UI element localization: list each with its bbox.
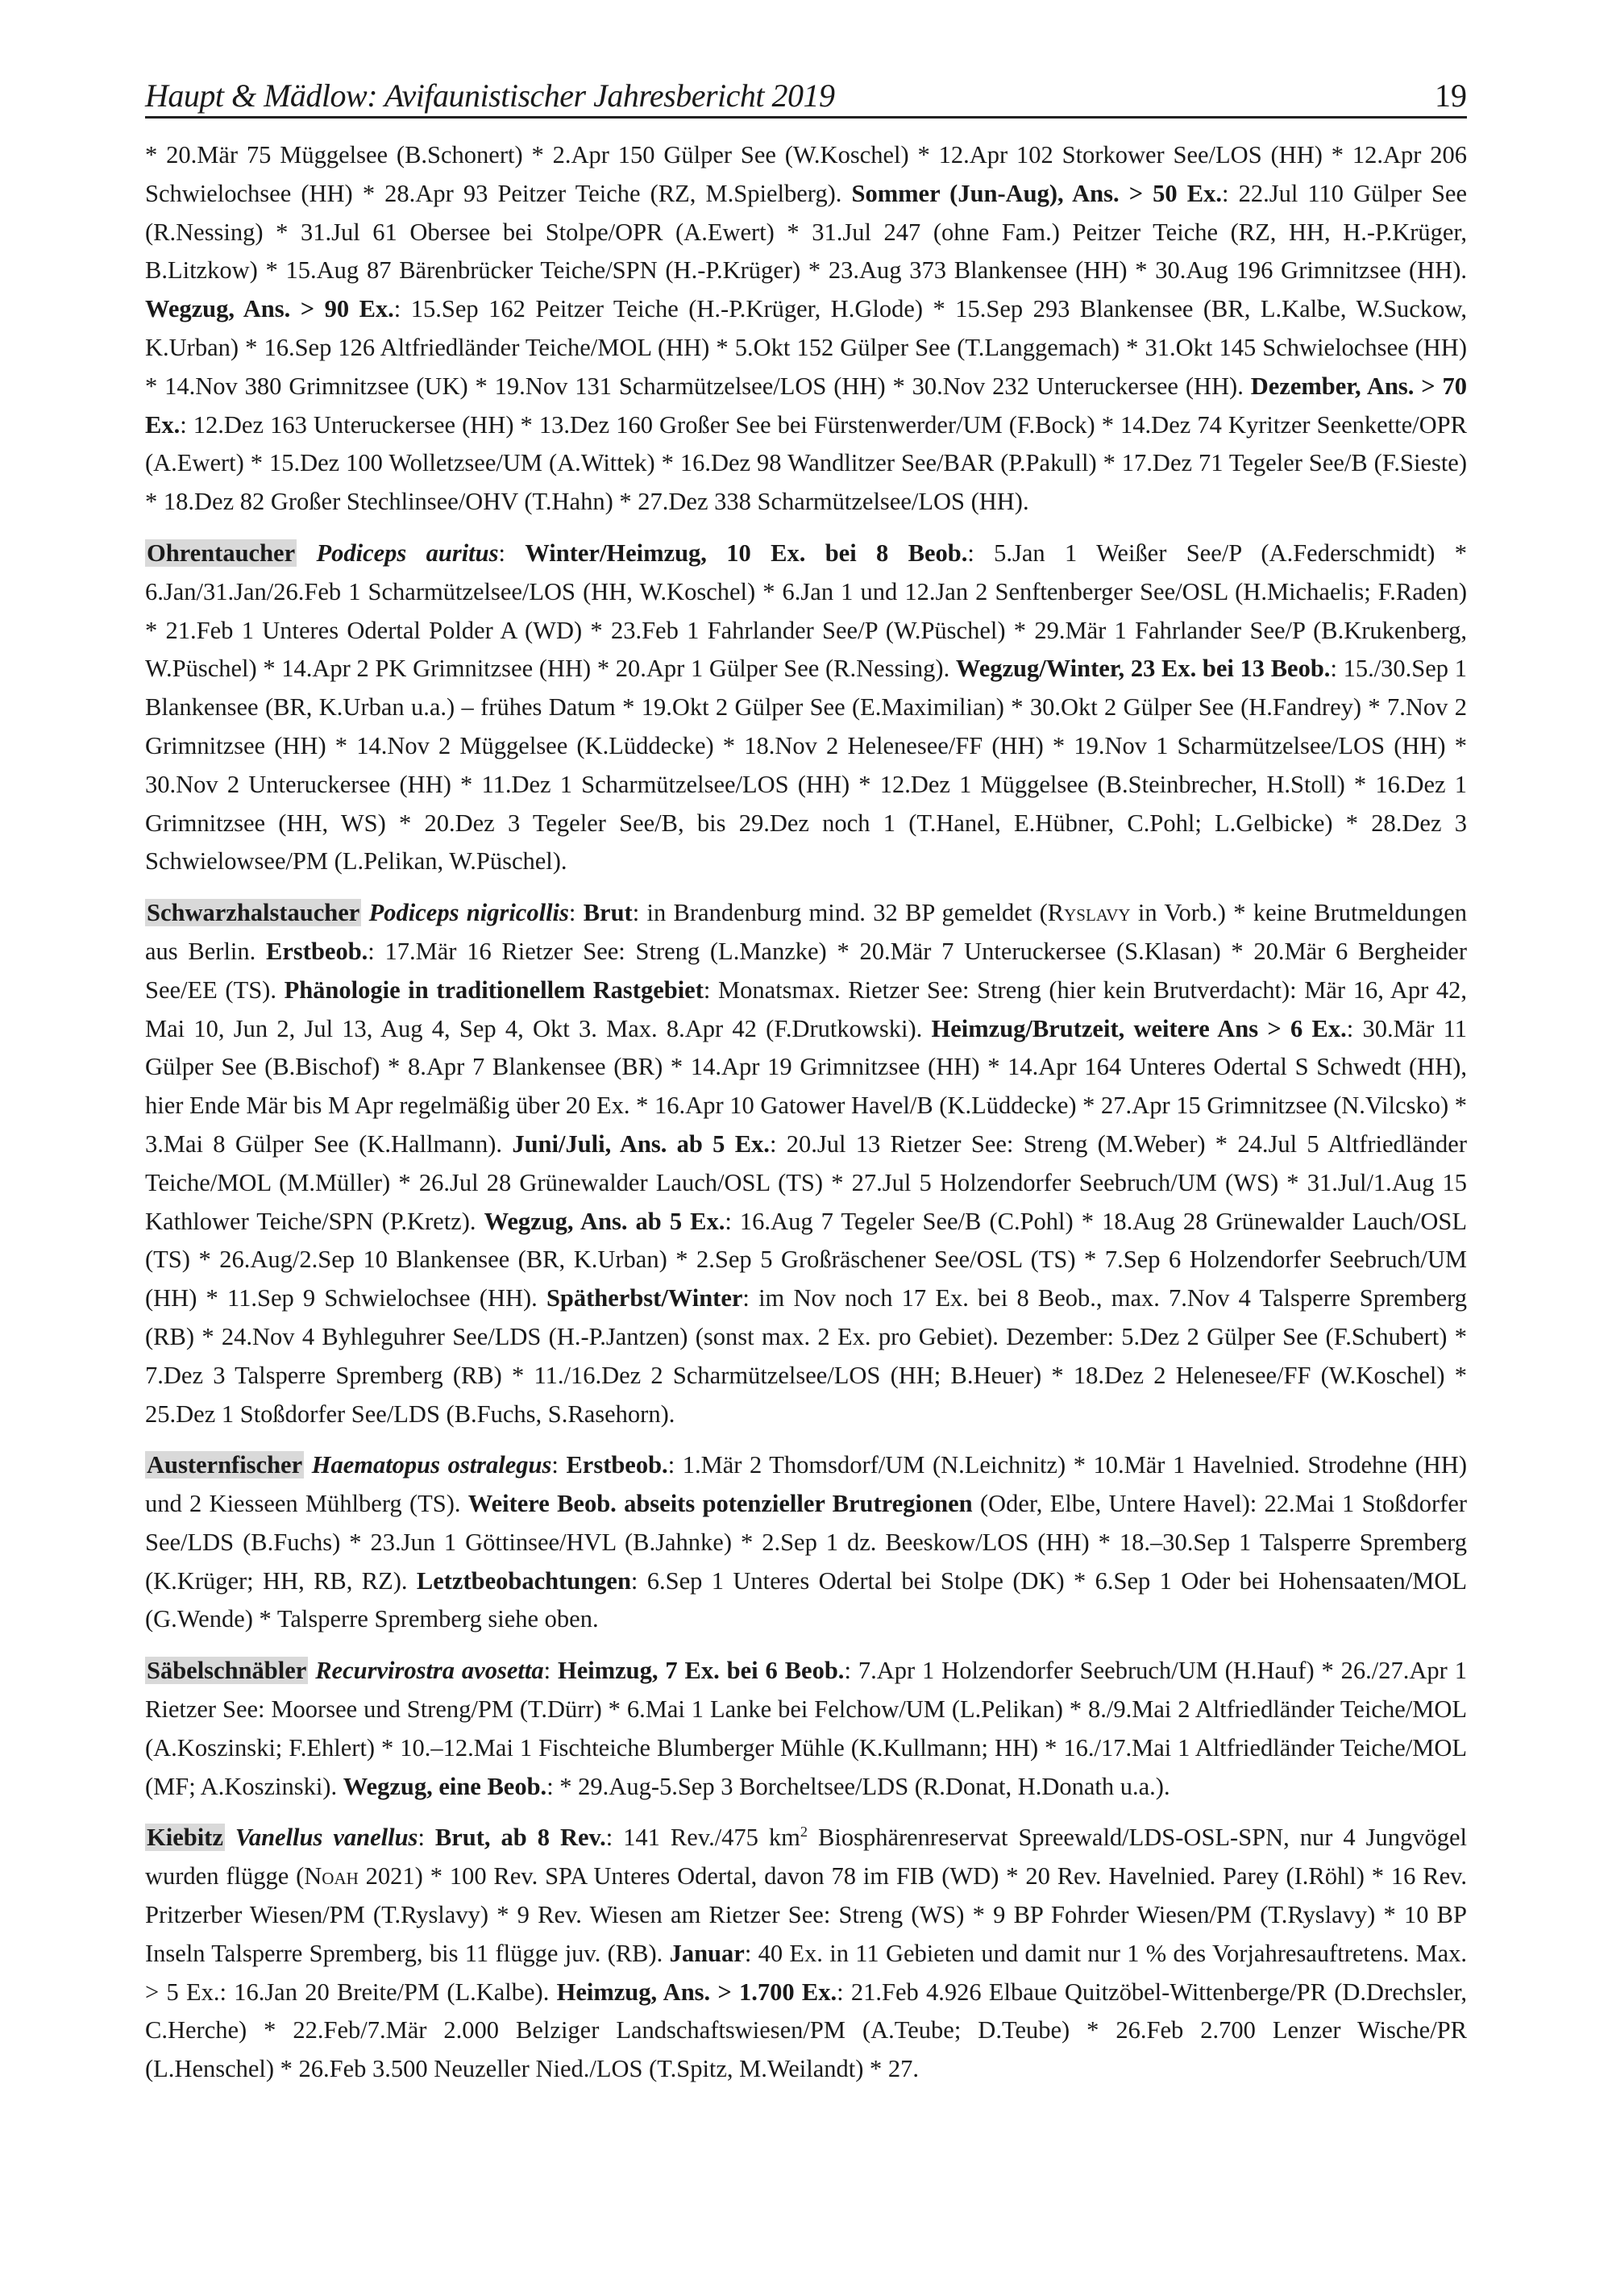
- text-segment: : 17.Mär 16 Rietzer See: Streng (L.Manzke) * 20.Mär 7 Unteruckersee (S.Klasan) * 20.Mär 6 Bergheider See/EE (TS).: [145, 937, 1467, 1004]
- text-segment: : 141 Rev./475 km: [605, 1824, 800, 1852]
- latin-name: Podiceps auritus: [316, 539, 499, 567]
- text-segment: : 12.Dez 163 Unteruckersee (HH) * 13.Dez 160 Großer See bei Fürstenwerder/UM (F.Bock) * 14.Dez 74 Kyritzer Seenkette/OPR (A.Ewert) * 15.Dez 100 Wolletzsee/UM (A.Wittek) * 16.Dez 98 Wandlitzer See/BAR (P.Pakull) * 17.Dez 71 Tegeler See/B (F.Sieste) * 18.Dez 82 Großer Stechlinsee/OHV (T.Hahn) * 27.Dez 338 Scharmützelsee/LOS (HH).: [145, 410, 1467, 516]
- section-heading: Wegzug, eine Beob.: [343, 1772, 547, 1800]
- text-segment: : 15.Sep 162 Peitzer Teiche (H.-P.Krüger, H.Glode) * 15.Sep 293 Blankensee (BR, L.Kalbe, W.Suckow, K.Urban) * 16.Sep 126 Altfriedländer Teiche/MOL (HH) * 5.Okt 152 Gülper See (T.Langgemach) * 31.Okt 145 Schwielochsee (HH) * 14.Nov 380 Grimnitzsee (UK) * 19.Nov 131 Scharmützelsee/LOS (HH) * 30.Nov 232 Unteruckersee (HH).: [145, 295, 1467, 400]
- section-heading: Juni/Juli, Ans. ab 5 Ex.: [512, 1129, 770, 1158]
- text-segment: : Monatsmax. Rietzer See: Streng (hier kein Brutverdacht): Mär 16, Apr 42, Mai 10, Jun 2, Jul 13, Aug 4, Sep 4, Okt 3. Max. 8.Apr 42 (F.Drutkowski).: [145, 975, 1467, 1042]
- section-heading: Wegzug, Ans. > 90 Ex.: [145, 295, 394, 323]
- text-segment: : 16.Aug 7 Tegeler See/B (C.Pohl) * 18.Aug 28 Grünewalder Lauch/OSL (TS) * 26.Aug/2.Sep 10 Blankensee (BR, K.Urban) * 2.Sep 5 Großräschener See/OSL (TS) * 7.Sep 6 Holzendorfer Seebruch/UM (HH) * 11.Sep 9 Schwielochsee (HH).: [145, 1207, 1467, 1312]
- section-heading: Letztbeobachtungen: [416, 1566, 631, 1595]
- section-heading: Phänologie in traditionellem Rastgebiet: [284, 975, 704, 1004]
- text-segment: : 1.Mär 2 Thomsdorf/UM (N.Leichnitz) * 10.Mär 1 Havelnied. Strodehne (HH) und 2 Kiesseen Mühlberg (TS).: [145, 1451, 1467, 1518]
- running-header: [145, 56, 1467, 119]
- section-heading: Erstbeob.: [266, 937, 368, 965]
- species-name: Ohrentaucher: [147, 539, 296, 567]
- section-heading: Erstbeob.: [566, 1451, 668, 1479]
- species-name: Säbelschnäbler: [147, 1657, 307, 1685]
- section-heading: Sommer (Jun-Aug), Ans. > 50 Ex.: [851, 179, 1223, 207]
- text-segment: :: [543, 1657, 558, 1685]
- text-segment: Noah: [304, 1862, 359, 1890]
- text-segment: : 15./30.Sep 1 Blankensee (BR, K.Urban u.a.) – frühes Datum * 19.Okt 2 Gülper See (E.Maximilian) * 30.Okt 2 Gülper See (H.Fandrey) * 7.Nov 2 Grimnitzsee (HH) * 14.Nov 2 Müggelsee (K.Lüddecke) * 18.Nov 2 Helenesee/FF (HH) * 19.Nov 1 Scharmützelsee/LOS (HH) * 30.Nov 2 Unteruckersee (HH) * 11.Dez 1 Scharmützelsee/LOS (HH) * 12.Dez 1 Müggelsee (B.Steinbrecher, H.Stoll) * 16.Dez 1 Grimnitzsee (HH, WS) * 20.Dez 3 Tegeler See/B, bis 29.Dez noch 1 (T.Hanel, E.Hübner, C.Pohl; L.Gelbicke) * 28.Dez 3 Schwielowsee/PM (L.Pelikan, W.Püschel).: [145, 655, 1467, 876]
- latin-name: Vanellus vanellus: [235, 1824, 418, 1852]
- section-heading: Heimzug, Ans. > 1.700 Ex.: [556, 1978, 837, 2006]
- latin-name: Recurvirostra avosetta: [315, 1657, 544, 1685]
- section-heading: Weitere Beob. abseits potenzieller Brutregionen: [467, 1490, 973, 1518]
- text-segment: in Vorb.) * keine Brutmeldungen aus Berlin.: [145, 899, 1467, 965]
- document-body: [145, 136, 1467, 2089]
- species-entry-schwarzhalstaucher: [145, 894, 1467, 1433]
- text-segment: :: [498, 539, 526, 567]
- section-heading: Wegzug/Winter, 23 Ex. bei 13 Beob.: [955, 655, 1331, 683]
- text-segment: : * 29.Aug-5.Sep 3 Borcheltsee/LDS (R.Donat, H.Donath u.a.).: [546, 1772, 1170, 1800]
- text-segment: : 30.Mär 11 Gülper See (B.Bischof) * 8.Apr 7 Blankensee (BR) * 14.Apr 19 Grimnitzsee (HH) * 14.Apr 164 Unteres Odertal S Schwedt (HH), hier Ende Mär bis M Apr regelmäßig über 20 Ex. * 16.Apr 10 Gatower Havel/B (K.Lüddecke) * 27.Apr 15 Grimnitzsee (N.Vilcsko) * 3.Mai 8 Gülper See (K.Hallmann).: [145, 1014, 1468, 1158]
- document-page: [145, 56, 1467, 2102]
- species-entry-kiebitz: [145, 1819, 1467, 2089]
- text-segment: : 7.Apr 1 Holzendorfer Seebruch/UM (H.Hauf) * 26./27.Apr 1 Rietzer See: Moorsee und Streng/PM (T.Dürr) * 6.Mai 1 Lanke bei Felchow/UM (L.Pelikan) * 8./9.Mai 2 Altfriedländer Teiche/MOL (A.Koszinski; F.Ehlert) * 10.–12.Mai 1 Fischteiche Blumberger Mühle (K.Kullmann; HH) * 16./17.Mai 1 Altfriedländer Teiche/MOL (MF; A.Koszinski).: [145, 1657, 1467, 1800]
- species-entry-austernfischer: [145, 1446, 1467, 1639]
- text-segment: : 21.Feb 4.926 Elbaue Quitzöbel-Wittenberge/PR (D.Drechsler, C.Herche) * 22.Feb/7.Mär 2.000 Belziger Landschaftswiesen/PM (A.Teube; D.Teube) * 26.Feb 2.700 Lenzer Wische/PR (L.Henschel) * 26.Feb 3.500 Neuzeller Nied./LOS (T.Spitz, M.Weilandt) * 27.: [145, 1978, 1467, 2083]
- page-number: 19: [1435, 77, 1467, 114]
- text-segment: : 40 Ex. in 11 Gebieten und damit nur 1 % des Vorjahresauftretens. Max. > 5 Ex.: 16.Jan 20 Breite/PM (L.Kalbe).: [145, 1939, 1467, 2006]
- section-heading: Heimzug/Brutzeit, weitere Ans > 6 Ex.: [931, 1014, 1347, 1042]
- species-entry-ohrentaucher: [145, 534, 1467, 881]
- latin-name: Podiceps nigricollis: [368, 899, 569, 927]
- section-heading: Heimzug, 7 Ex. bei 6 Beob.: [557, 1657, 845, 1685]
- latin-name: Haematopus ostralegus: [311, 1451, 552, 1479]
- section-heading: Winter/Heimzug, 10 Ex. bei 8 Beob.: [525, 539, 968, 567]
- text-segment: * 20.Mär 75 Müggelsee (B.Schonert) * 2.Apr 150 Gülper See (W.Koschel) * 12.Apr 102 Storkower See/LOS (HH) * 12.Apr 206 Schwielochsee (HH) * 28.Apr 93 Peitzer Teiche (RZ, M.Spielberg).: [145, 141, 1467, 207]
- text-segment: :: [551, 1451, 567, 1479]
- species-name: Kiebitz: [147, 1824, 223, 1852]
- text-segment: :: [568, 899, 584, 927]
- text-segment: :: [418, 1824, 435, 1852]
- text-segment: 2: [800, 1824, 808, 1841]
- section-heading: Januar: [669, 1939, 745, 1967]
- text-segment: : in Brandenburg mind. 32 BP gemeldet (: [632, 899, 1048, 927]
- text-segment: : 20.Jul 13 Rietzer See: Streng (M.Weber) * 24.Jul 5 Altfriedländer Teiche/MOL (M.Müller) * 26.Jul 28 Grünewalder Lauch/OSL (TS) * 27.Jul 5 Holzendorfer Seebruch/UM (WS) * 31.Jul/1.Aug 15 Kathlower Teiche/SPN (P.Kretz).: [145, 1129, 1467, 1235]
- species-name: Schwarzhalstaucher: [147, 899, 360, 927]
- species-entry-saebelschnaebler: [145, 1652, 1467, 1806]
- section-heading: Spätherbst/Winter: [546, 1284, 743, 1312]
- text-segment: Ryslavy: [1047, 899, 1131, 927]
- text-segment: : 6.Sep 1 Unteres Odertal bei Stolpe (DK) * 6.Sep 1 Oder bei Hohensaaten/MOL (G.Wende) * Talsperre Spremberg siehe oben.: [145, 1566, 1468, 1633]
- text-segment: Biosphärenreservat Spreewald/LDS-OSL-SPN, nur 4 Jungvögel wurden flügge (: [145, 1824, 1468, 1890]
- text-segment: : im Nov noch 17 Ex. bei 8 Beob., max. 7.Nov 4 Talsperre Spremberg (RB) * 24.Nov 4 Byhleguhrer See/LDS (H.-P.Jantzen) (sonst max. 2 Ex. pro Gebiet). Dezember: 5.Dez 2 Gülper See (F.Schubert) * 7.Dez 3 Talsperre Spremberg (RB) * 11./16.Dez 2 Scharmützelsee/LOS (HH; B.Heuer) * 18.Dez 2 Helenesee/FF (W.Koschel) * 25.Dez 1 Stoßdorfer See/LDS (B.Fuchs, S.Rasehorn).: [145, 1284, 1468, 1428]
- text-segment: : 5.Jan 1 Weißer See/P (A.Federschmidt) * 6.Jan/31.Jan/26.Feb 1 Scharmützelsee/LOS (HH, W.Koschel) * 6.Jan 1 und 12.Jan 2 Senftenberger See/OSL (H.Michaelis; F.Raden) * 21.Feb 1 Unteres Odertal Polder A (WD) * 23.Feb 1 Fahrlander See/P (W.Püschel) * 29.Mär 1 Fahrlander See/P (B.Krukenberg, W.Püschel) * 14.Apr 2 PK Grimnitzsee (HH) * 20.Apr 1 Gülper See (R.Nessing).: [145, 539, 1467, 683]
- text-segment: 2021) * 100 Rev. SPA Unteres Odertal, davon 78 im FIB (WD) * 20 Rev. Havelnied. Parey (I.Röhl) * 16 Rev. Pritzerber Wiesen/PM (T.Ryslavy) * 9 Rev. Wiesen am Rietzer See: Streng (WS) * 9 BP Fohrder Wiesen/PM (T.Ryslavy) * 10 BP Inseln Talsperre Spremberg, bis 11 flügge juv. (RB).: [145, 1862, 1467, 1967]
- section-heading: Dezember, Ans. > 70 Ex.: [145, 372, 1467, 439]
- text-segment: (Oder, Elbe, Untere Havel): 22.Mai 1 Stoßdorfer See/LDS (B.Fuchs) * 23.Jun 1 Göttinsee/HVL (B.Jahnke) * 2.Sep 1 dz. Beeskow/LOS (HH) * 18.–30.Sep 1 Talsperre Spremberg (K.Krüger; HH, RB, RZ).: [145, 1490, 1468, 1595]
- paragraph-continuation: [145, 136, 1467, 522]
- section-heading: Brut, ab 8 Rev.: [434, 1824, 606, 1852]
- section-heading: Brut: [583, 899, 633, 927]
- species-name: Austernfischer: [147, 1451, 303, 1479]
- header-title: Haupt & Mädlow: Avifaunistischer Jahresbericht 2019: [145, 77, 835, 114]
- text-segment: : 22.Jul 110 Gülper See (R.Nessing) * 31.Jul 61 Obersee bei Stolpe/OPR (A.Ewert) * 31.Jul 247 (ohne Fam.) Peitzer Teiche (RZ, HH, H.-P.Krüger, B.Litzkow) * 15.Aug 87 Bärenbrücker Teiche/SPN (H.-P.Krüger) * 23.Aug 373 Blankensee (HH) * 30.Aug 196 Grimnitzsee (HH).: [145, 179, 1467, 285]
- section-heading: Wegzug, Ans. ab 5 Ex.: [484, 1207, 725, 1235]
